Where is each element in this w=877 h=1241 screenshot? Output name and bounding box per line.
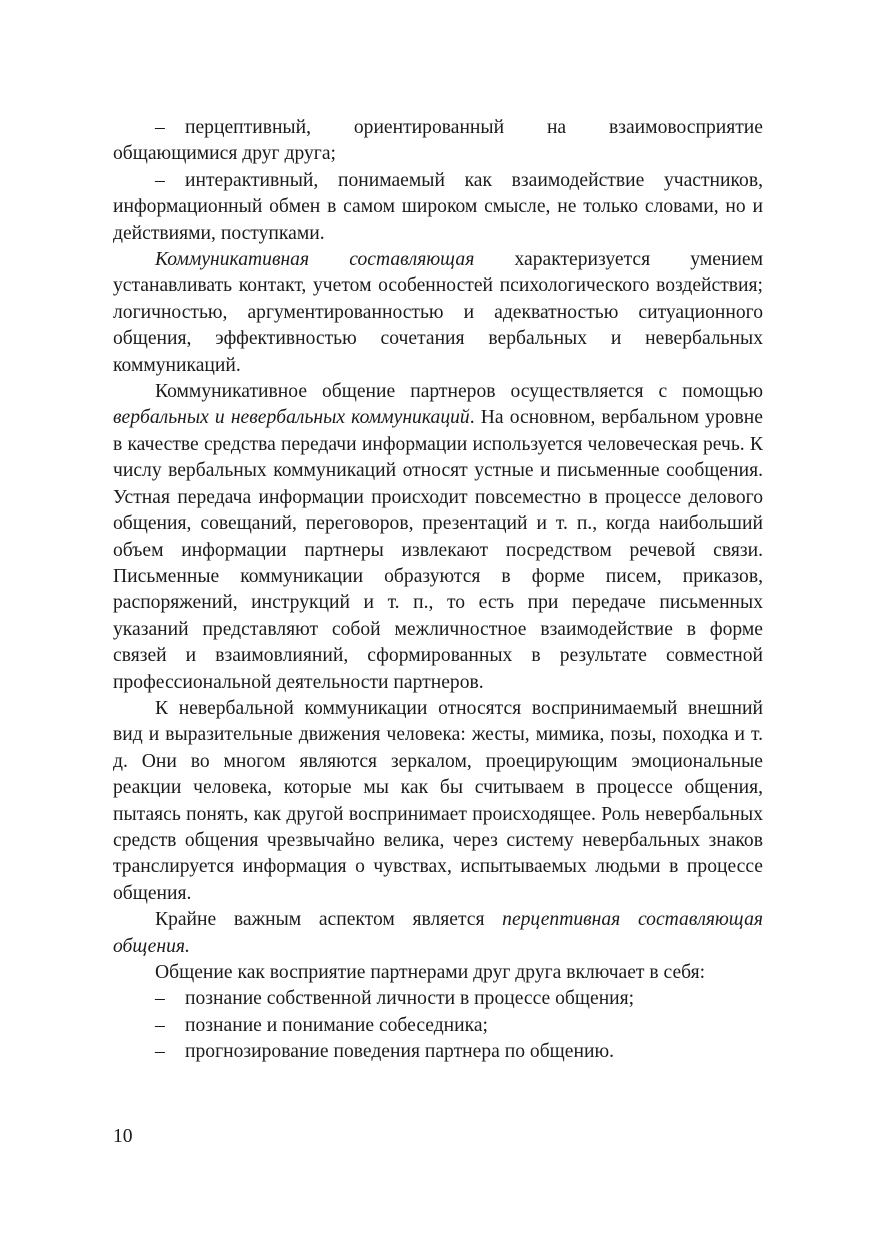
paragraph-text: Крайне важным аспектом является <box>155 909 503 931</box>
list-item-interactive <box>113 168 763 247</box>
list-item-text: перцептивный, ориентированный на взаимовосприятие общающимися друг друга; <box>113 117 763 165</box>
list-item <box>113 986 763 1012</box>
italic-term: вербальных и невербальных коммуникаций <box>113 407 470 429</box>
page-number: 10 <box>113 1126 133 1147</box>
italic-term: Коммуникативная составляющая <box>155 249 475 271</box>
list-item-text: прогнозирование поведения партнера по общению. <box>185 1041 614 1063</box>
paragraph-verbal-communication <box>113 379 763 696</box>
paragraph-text: характеризуется умением устанавливать контакт, учетом особенностей психологического воздействия; логичностью, аргументированностью и адекватностью ситуационного общения, эффективностью сочетания вербальных и невербальных коммуникаций. <box>113 249 763 376</box>
bullet-dash: – <box>155 1014 165 1036</box>
list-item-text: познание собственной личности в процессе общения; <box>185 988 635 1010</box>
list-item-perceptive <box>113 115 763 168</box>
list-item <box>113 1039 763 1065</box>
paragraph-text: Коммуникативное общение партнеров осуществляется с помощью <box>155 381 763 403</box>
body-text <box>113 115 763 1066</box>
paragraph-nonverbal-communication: К невербальной коммуникации относятся воспринимаемый внешний вид и выразительные движения человека: жесты, мимика, позы, походка и т. д. Они во многом являются зеркалом, проецирующим эмоциональные реакции человека, которые мы как бы считываем в процессе общения, пытаясь понять, как другой воспринимает происходящее. Роль невербальных средств общения чрезвычайно велика, через систему невербальных знаков транслируется информация о чувствах, испытываемых людьми в процессе общения. <box>113 697 763 904</box>
paragraph-communicative-component <box>113 247 763 379</box>
list-item <box>113 1013 763 1039</box>
paragraph-perceptive-aspect <box>113 907 763 960</box>
list-item-text: интерактивный, понимаемый как взаимодействие участников, информационный обмен в самом широком смысле, не только словами, но и действиями, поступками. <box>113 169 763 244</box>
bullet-dash: – <box>155 1041 165 1063</box>
bullet-dash: – <box>155 117 165 138</box>
paragraph-text: . На основном, вербальном уровне в качестве средства передачи информации используется человеческая речь. К числу вербальных коммуникаций относят устные и письменные сообщения. Устная передача информации происходит повсеместно в процессе делового общения, совещаний, переговоров, презентаций и т. п., когда наибольший объем информации партнеры извлекают посредством речевой связи. Письменные коммуникации образуются в форме писем, приказов, распоряжений, инструкций и т. п., то есть при передаче письменных указаний представляют собой межличностное взаимодействие в форме связей и взаимовлияний, сформированных в результате совместной профессиональной деятельности партнеров. <box>113 407 763 693</box>
bullet-dash: – <box>155 169 165 191</box>
paragraph-perception-intro: Общение как восприятие партнерами друг друга включает в себя: <box>155 962 706 983</box>
italic-term: перцептивная составляющая общения. <box>113 909 763 957</box>
bullet-dash: – <box>155 988 165 1010</box>
list-item-text: познание и понимание собеседника; <box>185 1014 489 1036</box>
